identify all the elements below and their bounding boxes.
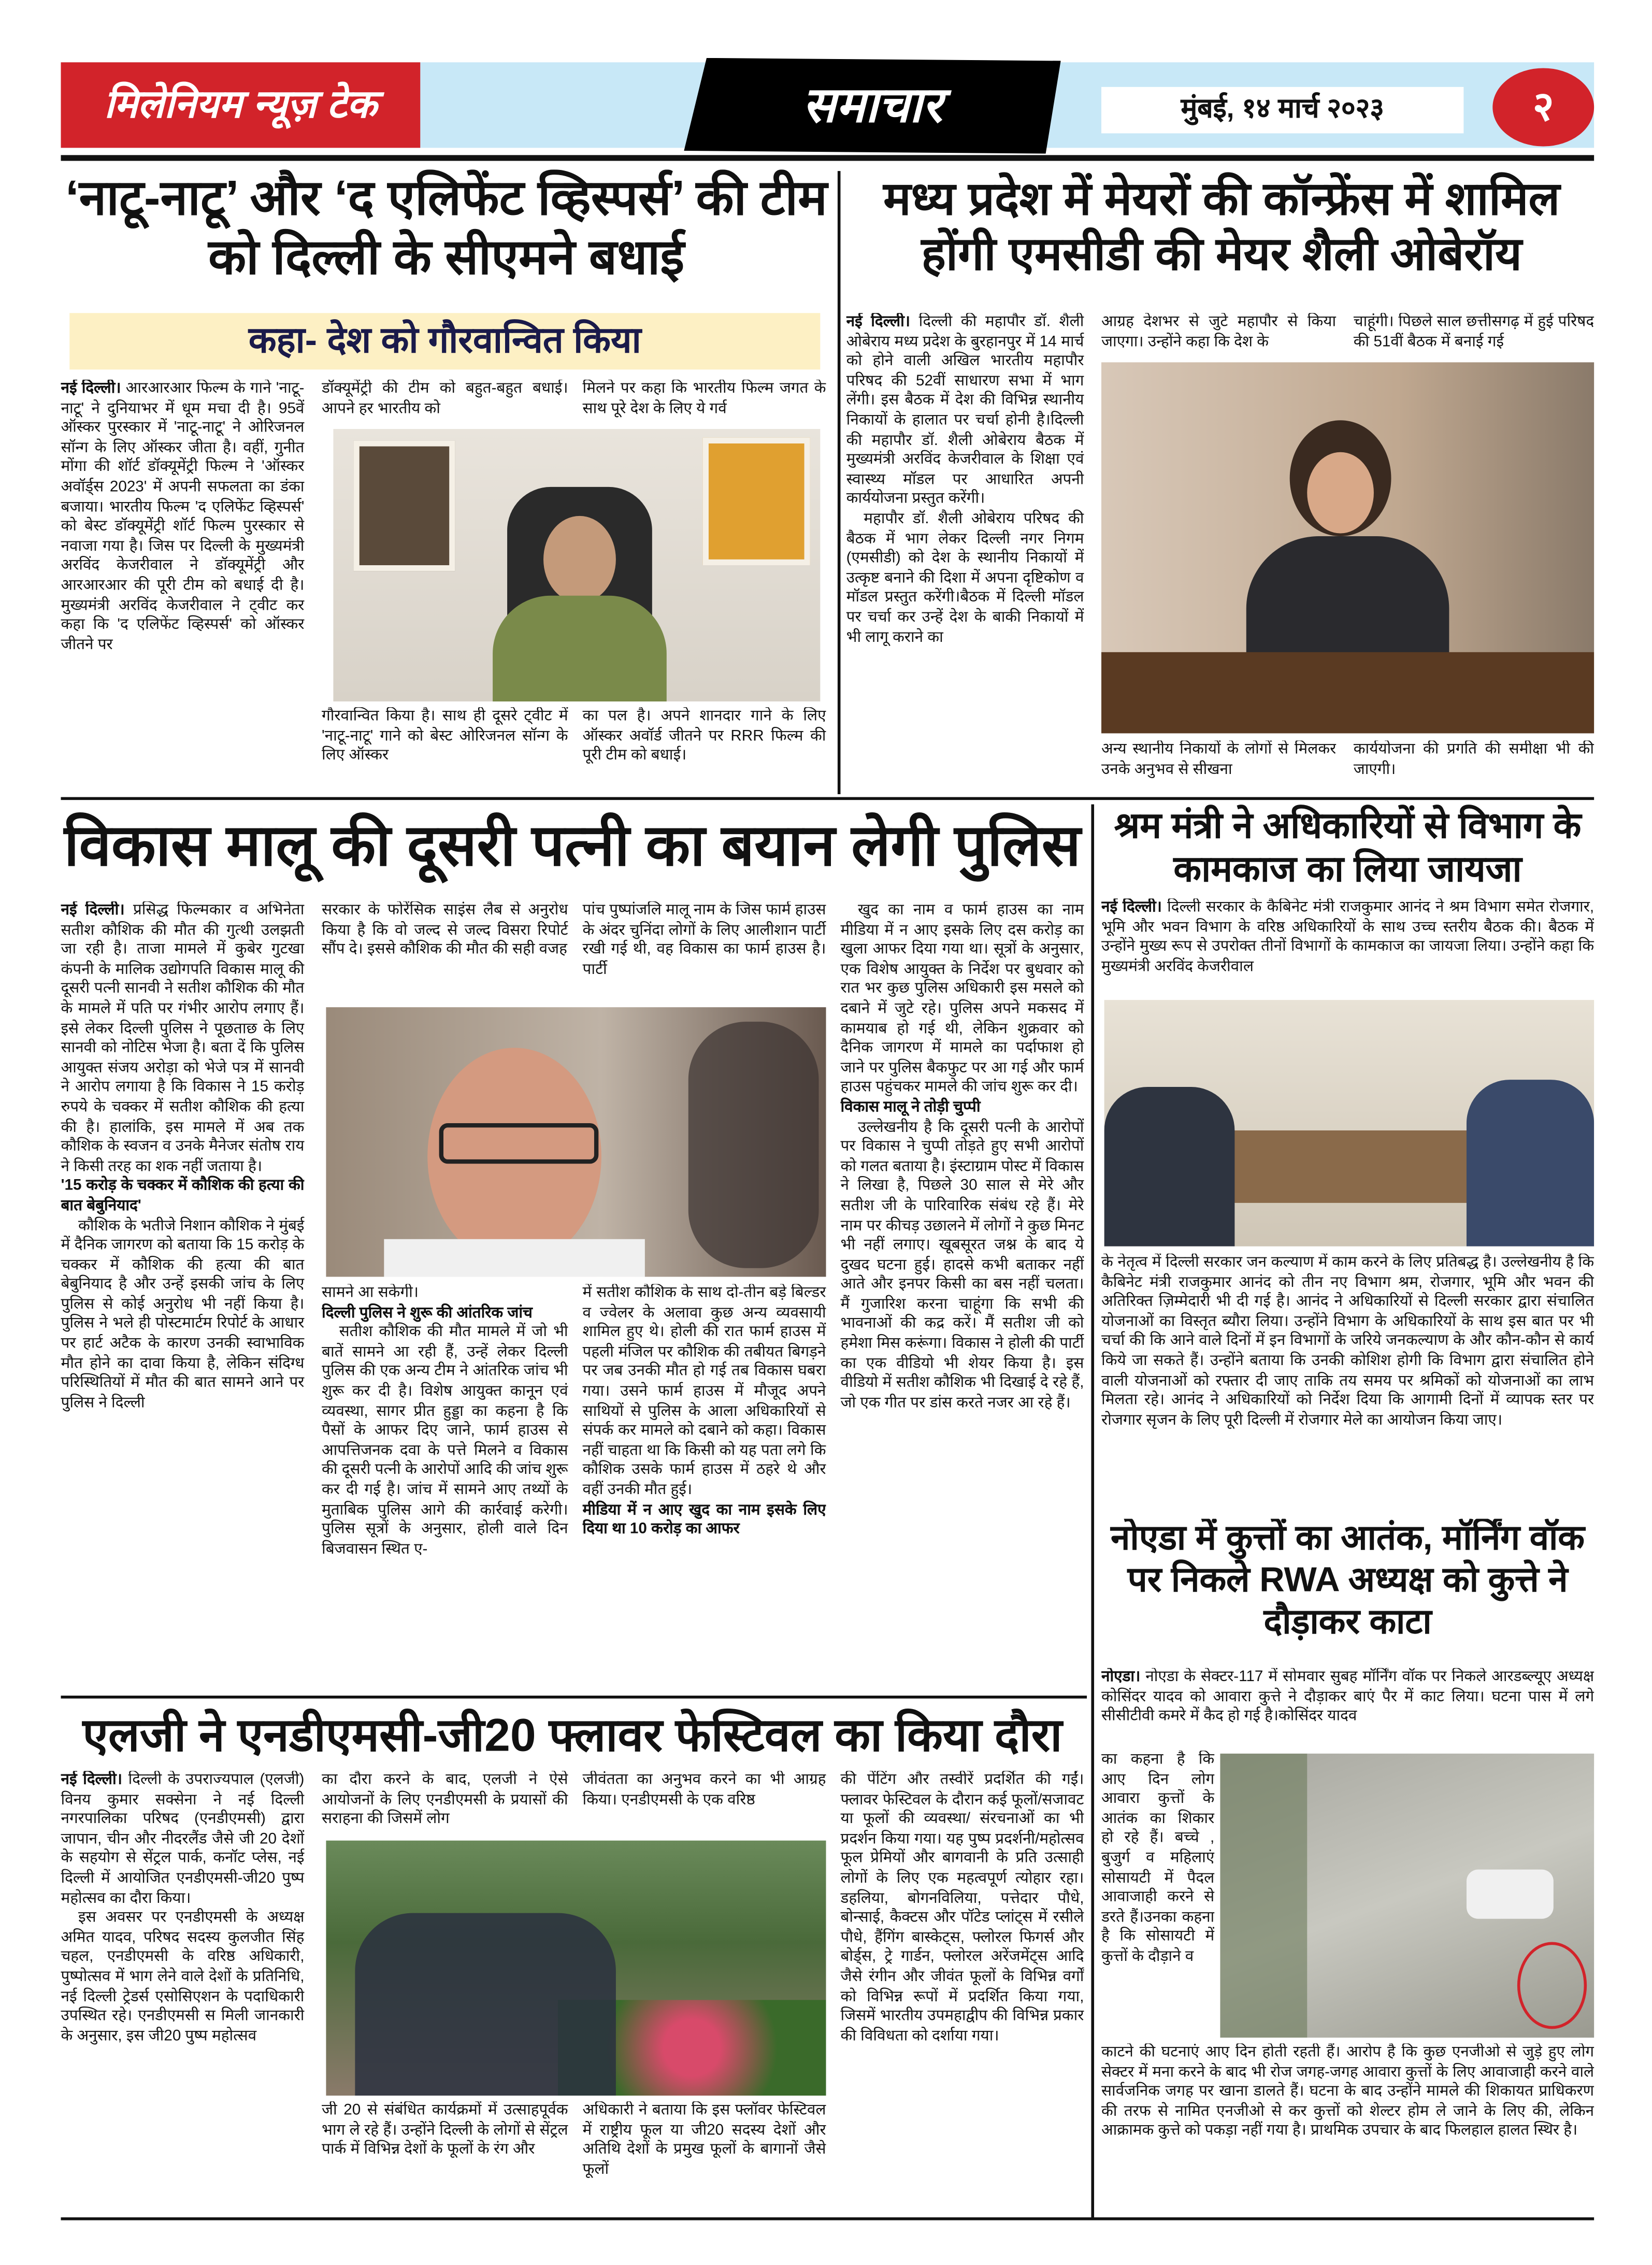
subheading: विकास मालू ने तोड़ी चुप्पी (840, 1098, 981, 1116)
section-rule (61, 797, 1594, 799)
article-column: का कहना है कि आए दिन लोग आवारा कुत्तों के आतंक का शिकार हो रहे हैं। बच्चे , बुजुर्ग व महिलाएं सोसायटी में पैदल आवाजाही करने से डरते हैं।उनका कहना है कि सोसायटी में कुत्तों के दौड़ाने व (1101, 1751, 1215, 1966)
article-column (61, 1771, 304, 2211)
article-column: मिलने पर कहा कि भारतीय फिल्म जगत के साथ पूरे देश के लिए ये गर्व (582, 379, 826, 417)
subheading: मीडिया में न आए खुद का नाम इसके लिए दिया था 10 करोड़ का आफर (582, 1500, 826, 1538)
article-headline-oscar: ‘नाटू-नाटू’ और ‘द एलिफेंट व्हिस्पर्स’ की टीम को दिल्ली के सीएमने बधाई (65, 171, 828, 285)
group-of-officials (355, 1913, 616, 2096)
article-column (846, 313, 1084, 791)
page-number: २ (1492, 68, 1594, 146)
subheading: '15 करोड़ के चक्कर में कौशिक की हत्या की बात बेबुनियाद' (61, 1177, 305, 1214)
section-title: समाचार (802, 78, 942, 134)
article-column: गौरवान्वित किया है। साथ ही दूसरे ट्वीट में 'नाटू-नाटू' गाने को बेस्ट ओरिजनल सॉन्ग के लिए ऑस्कर (322, 707, 568, 764)
article-subhead-oscar: कहा- देश को गौरवान्वित किया (69, 313, 820, 369)
article-column (322, 1284, 568, 1689)
article-column (61, 901, 304, 1690)
body-text: इस अवसर पर एनडीएमसी के अध्यक्ष अमित यादव, परिषद सदस्य कुलजीत सिंह चहल, एनडीएमसी के वरिष्ठ अधिकारी, पुष्पोत्सव में भाग लेने वाले देशों के प्रतिनिधि, नई दिल्ली ट्रेडर्स एसोसिएशन के पदाधिकारी उपस्थित रहे। एनडीएमसी स मिली जानकारी के अनुसार, इस जी20 पुष्प महोत्सव (61, 1909, 305, 2045)
body-text: महापौर डॉ. शैली ओबेराय परिषद की बैठक में भाग लेकर दिल्ली नगर निगम (एमसीडी) को देश के स्थानीय निकायों में उत्कृष्ट बनाने की दिशा में अपना दृष्टिकोण व मॉडल प्रस्तुत करेंगी।बैठक में दिल्ली मॉडल पर चर्चा कर उन्हें देश के बाकी निकायों में भी लागू कराने का (846, 510, 1084, 646)
article-column: पांच पुष्पांजलि मालू नाम के जिस फार्म हाउस के अंदर चुनिंदा लोगों के लिए आलीशान पार्टी रखी गई थी, वह विकास का फार्म हाउस है। पार्टी (582, 901, 826, 978)
desk (1101, 652, 1594, 734)
body-text: दिल्ली सरकार के कैबिनेट मंत्री राजकुमार आनंद ने श्रम विभाग समेत रोजगार, भूमि और भवन विभाग के वरिष्ठ अधिकारियों के साथ उच्च स्तरीय बैठक की। बैठक में उन्होंने मुख्य रूप से उपरोक्त तीनों विभागों के कामकाज का जायजा लिया। उन्होंने कहा कि मुख्यमंत्री अरविंद केजरीवाल (1101, 898, 1594, 976)
article-column: जी 20 से संबंधित कार्यक्रमों में उत्साहपूर्वक भाग ले रहे हैं। उन्होंने दिल्ली के लोगों से सेंट्रल पार्क में विभिन्न देशों के फूलों के रंग और (322, 2101, 568, 2158)
article-column (1101, 1668, 1594, 1750)
photo-labour-meeting (1104, 1000, 1594, 1246)
article-column: का दौरा करने के बाद, एलजी ने ऐसे आयोजनों के लिए एनडीएमसी के प्रयासों की सराहना की जिसमें लोग (322, 1771, 568, 1828)
article-headline-labour: श्रम मंत्री ने अधिकारियों से विभाग के कामकाज का लिया जायजा (1114, 806, 1582, 890)
person-body (384, 1239, 645, 1277)
dateline: नई दिल्ली। (1101, 898, 1162, 916)
dateline: नई दिल्ली। (846, 313, 911, 331)
glasses (439, 1123, 599, 1164)
footer-rule (61, 2217, 1594, 2219)
body-text: आरआरआर फिल्म के गाने 'नाटू-नाटू' ने दुनियाभर में धूम मचा दी है। 95वें ऑस्कर पुरस्कार में 'नाटू-नाटू' ने ओरिजनल सॉन्ग के लिए ऑस्कर जीता है। वहीं, गुनीत मोंगा की शॉर्ट डॉक्यूमेंट्री फिल्म ने 'ऑस्कर अवॉर्ड्स 2023' में अपनी सफलता का डंका बजाया। भारतीय फिल्म 'द एलिफेंट व्हिस्पर्स' को बेस्ट डॉक्यूमेंट्री शॉर्ट फिल्म पुरस्कार से नवाजा गया है। जिस पर दिल्ली के मुख्यमंत्री अरविंद केजरीवाल ने डॉक्यूमेंट्री और आरआरआर की पूरी टीम को बधाई दी है। मुख्यमंत्री अरविंद केजरीवाल ने ट्वीट कर कहा कि 'द एलिफेंट व्हिस्पर्स' को ऑस्कर जीतने पर (61, 379, 305, 653)
dateline: नई दिल्ली। (61, 1771, 122, 1788)
masthead-brand: मिलेनियम न्यूज़ टेक (61, 62, 420, 148)
issue-date: मुंबई, १४ मार्च २०२३ (1101, 87, 1463, 134)
photo-caption: कार्ययोजना की प्रगति की समीक्षा भी की जाएगी। (1353, 740, 1594, 778)
body-text: दिल्ली की महापौर डॉ. शैली ओबेराय मध्य प्रदेश के बुरहानपुर में 14 मार्च को होने वाली अखिल भारतीय महापौर परिषद की 52वीं साधारण सभा में भाग लेंगी। इस बैठक में देश की विभिन्न स्थानीय निकायों के हालात पर चर्चा होनी है।दिल्ली की महापौर डॉ. शैली ओबेराय बैठक में मुख्यमंत्री अरविंद केजरीवाल के शिक्षा एवं स्वास्थ्य मॉडल पर आधारित अपनी कार्ययोजना प्रस्तुत करेंगी। (846, 313, 1084, 508)
portrait-frame-right (703, 438, 810, 565)
parked-car (1467, 1870, 1554, 1919)
body-text: दिल्ली के उपराज्यपाल (एलजी) विनय कुमार सक्सेना ने नई दिल्ली नगरपालिका परिषद (एनडीएमसी) द्वारा जापान, चीन और नीदरलैंड जैसे जी 20 देशों के सहयोग से सेंट्रल पार्क, कनॉट प्लेस, नई दिल्ली में आयोजित एनडीएमसी-जी20 पुष्प महोत्सव का दौरा किया। (61, 1771, 305, 1907)
article-column: काटने की घटनाएं आए दिन होती रहती हैं। आरोप है कि कुछ एनजीओ से जुड़े हुए लोग सेक्टर में मना करने के बाद भी रोज जगह-जगह आवारा कुत्तों के लिए आवाजाही करने वाले सार्वजनिक जगह पर खाना डालते हैं। घटना के बाद उन्होंने मामले की शिकायत प्राधिकरण की तरफ से नामित एनजीओ से कर कुत्तों को शेल्टर होम ले जाने के लिए की, लेकिन आक्रामक कुत्ते को पकड़ा नहीं गया है। प्राथमिक उपचार के बाद फिलहाल हालत स्थिर है। (1101, 2043, 1594, 2140)
article-column: की पेंटिंग और तस्वीरें प्रदर्शित की गईं। फ्लावर फेस्टिवल के दौरान कई फूलों/सजावट या फूलों की व्यवस्था/ संरचनाओं का भी प्रदर्शन किया गया। यह पुष्प प्रदर्शनी/महोत्सव फूल प्रेमियों और बागवानी के प्रति उत्साही लोगों के लिए एक महत्वपूर्ण त्योहार रहा। डहलिया, बोगनविलिया, पत्तेदार पौधे, बोन्साई, कैक्टस और पॉटेड प्लांट्स में रसीले पौधे, हैंगिंग बास्केट्स, फ्लोरल फिगर्स और बोर्ड्स, ट्रे गार्डन, फ्लोरल अरेंजमेंट्स आदि जैसे रंगीन और जीवंत फूलों के विभिन्न वर्गों को विभिन्न रूपों में प्रदर्शित किया गया, जिसमें भारतीय उपमहाद्वीप की विभिन्न प्रकार की विविधता को दर्शाया गया। (840, 1771, 1084, 2045)
photo-kejriwal-press (333, 429, 820, 701)
section-rule (61, 1696, 1087, 1698)
article-column: के नेतृत्व में दिल्ली सरकार जन कल्याण में काम करने के लिए प्रतिबद्ध है। उल्लेखनीय है कि कैबिनेट मंत्री राजकुमार आनंद को तीन नए विभाग श्रम, रोजगार, भूमि और भवन की अतिरिक्त ज़िम्मेदारी भी दी गई है। आनंद ने अधिकारियों से दिल्ली सरकार द्वारा संचालित योजनाओं का विस्तृत ब्यौरा लिया। उन्होंने विभाग के अधिकारियों के साथ इस बात पर भी चर्चा की कि आने वाले दिनों में इन विभागों के जरिये जनकल्याण के और कौन-कौन से कार्य किये जा सकते हैं। उन्होंने बताया कि उनकी कोशिश होगी कि विभाग द्वारा संचालित होने वाली योजनाओं को रफ्तार दी जाए ताकि तय समय पर श्रमिकों को योजनाओं का लाभ मिलता रहे। आनंद ने अधिकारियों को निर्देश दिया कि आगामी दिनों में व्यापक स्तर पर रोजगार सृजन के लिए पूरी दिल्ली में रोजगार मेले का आयोजन किया जाए। (1101, 1253, 1594, 1429)
article-column: डॉक्यूमेंट्री की टीम को बहुत-बहुत बधाई। आपने हर भारतीय को (322, 379, 568, 417)
person-face (1307, 452, 1374, 534)
article-column: चाहूंगी। पिछले साल छत्तीसगढ़ में हुई परिषद की 51वीं बैठक में बनाई गई (1353, 313, 1594, 350)
article-column (583, 1284, 826, 1689)
body-text: नोएडा के सेक्टर-117 में सोमवार सुबह मॉर्निंग वॉक पर निकले आरडब्ल्यूए अध्यक्ष कोसिंदर यादव को आवारा कुत्ते ने दौड़ाकर बाएं पैर में काट लिया। घटना पास में लगे सीसीटीवी कमरे में कैद हो गई है।कोसिंदर यादव (1101, 1668, 1594, 1725)
background-portrait (688, 1022, 819, 1268)
person-body (493, 596, 667, 701)
article-column: सरकार के फोरेंसिक साइंस लैब से अनुरोध किया है कि वो जल्द से जल्द विसरा रिपोर्ट सौंप दे। इससे कौशिक की मौत की सही वजह (322, 901, 568, 958)
portrait-frame-left (354, 440, 455, 571)
article-headline-lg-flower: एलजी ने एनडीएमसी-जी20 फ्लावर फेस्टिवल का किया दौरा (82, 1709, 1062, 1761)
article-column (840, 901, 1084, 1690)
article-headline-mayor: मध्य प्रदेश में मेयरों की कॉन्फ्रेंस में शामिल होंगी एमसीडी की मेयर शैली ओबेरॉय (883, 172, 1560, 280)
attendees-left (1104, 1087, 1235, 1246)
body-text: उल्लेखनीय है कि दूसरी पत्नी के आरोपों पर विकास ने चुप्पी तोड़ते हुए सभी आरोपों को गलत बताया है। इंस्टाग्राम पोस्ट में विकास ने लिखा है, पिछले 30 साल से मेरे और सतीश जी के पारिवारिक संबंध रहे हैं। मेरे नाम पर कीचड़ उछालने में लोगों ने कुछ मिनट भी नहीं लगाए। खूबसूरत जश्न के बाद ये दुखद घटना हुई। हादसे कभी बताकर नहीं आते और इनपर किसी का बस नहीं चलता। मैं गुजारिश करना चाहूंगा कि सभी की भावनाओं की कद्र करें। मैं सतीश जी को हमेशा मिस करूंगा। विकास ने होली की पार्टी का एक वीडियो भी शेयर किया है। इस वीडियो में सतीश कौशिक भी दिखाई दे रहे हैं, जो एक गीत पर डांस करते नजर आ रहे हैं। (840, 1118, 1084, 1412)
body-text: सतीश कौशिक की मौत मामले में जो भी बातें सामने आ रही हैं, उन्हें लेकर दिल्ली पुलिस की एक अन्य टीम ने आंतरिक जांच भी शुरू कर दी है। विशेष आयुक्त कानून एवं व्यवस्था, सागर प्रीत हुड्डा का कहना है कि पैसों के आफर दिए जाने, फार्म हाउस से आपत्तिजनक दवा के पत्ते मिलने व विकास की दूसरी पत्नी के आरोपों आदि की जांच शुरू कर दी गई है। जांच में सामने आए तथ्यों के मुताबिक पुलिस आगे की कार्रवाई करेगी। पुलिस सूत्रों के अनुसार, होली वाले दिन बिजवासन स्थित ए- (322, 1323, 568, 1558)
photo-mayor-office (1101, 362, 1594, 733)
body-text: में सतीश कौशिक के साथ दो-तीन बड़े बिल्डर व ज्वेलर के अलावा कुछ अन्य व्यवसायी शामिल हुए थे। होली की रात फार्म हाउस में पहली मंजिल पर कौशिक की तबीयत बिगड़ने पर जब उनकी मौत हो गई तब विकास घबरा गया। उसने फार्म हाउस में मौजूद अपने साथियों से पुलिस के आला अधिकारियों से संपर्क कर मामले को दबाने को कहा। विकास नहीं चाहता था कि किसी को यह पता लगे कि कौशिक उसके फार्म हाउस में ठहरे थे और वहीं उनकी मौत हुई। (582, 1284, 826, 1499)
article-headline-malu: विकास मालू की दूसरी पत्नी का बयान लेगी पुलिस (64, 814, 1081, 879)
column-divider (1091, 805, 1093, 2217)
subheading: दिल्ली पुलिस ने शुरू की आंतरिक जांच (322, 1303, 533, 1322)
article-headline-noida-dogs: नोएडा में कुत्तों का आतंक, मॉर्निंग वॉक पर निकले RWA अध्यक्ष को कुत्ते ने दौड़ाकर काटा (1111, 1518, 1585, 1642)
dateline: नई दिल्ली। (61, 901, 125, 919)
body-text: खुद का नाम व फार्म हाउस का नाम मीडिया में न आए इसके लिए दस करोड़ का खुला आफर दिया गया था। सूत्रों के अनुसार, एक विशेष आयुक्त के निर्देश पर बुधवार को रात भर कुछ पुलिस अधिकारी इस मसले को दबाने में जुटे रहे। पुलिस अपने मकसद में कामयाब हो गई थी, लेकिन शुक्रवार को दैनिक जागरण में मामले का पर्दाफाश हो जाने पर पुलिस बैकफुट पर आ गई और फार्म हाउस पहुंचकर मामले की जांच शुरू कर दी। (840, 901, 1084, 1096)
header-rule (61, 155, 1594, 161)
person (543, 516, 616, 603)
highlight-circle (1517, 1942, 1587, 2029)
body-text: प्रसिद्ध फिल्मकार व अभिनेता सतीश कौशिक की मौत की गुत्थी उलझती जा रही है। ताजा मामले में कुबेर गुटखा कंपनी के मालिक उद्योगपति विकास मालू की दूसरी पत्नी सानवी ने सतीश कौशिक की मौत के मामले में पति पर गंभीर आरोप लगाए हैं। इसे लेकर दिल्ली पुलिस ने पूछताछ के लिए सानवी को नोटिस भेजा है। बता दें कि पुलिस आयुक्त संजय अरोड़ा को भेजे पत्र में सानवी ने आरोप लगाया है कि विकास ने 15 करोड़ रुपये के चक्कर में सतीश कौशिक की हत्या की है। हालांकि, इस मामले में अब तक कौशिक के स्वजन व उनके मैनेजर संतोष राय ने किसी तरह का शक नहीं जताया है। (61, 901, 305, 1175)
article-column: का पल है। अपने शानदार गाने के लिए ऑस्कर अवॉर्ड जीतने पर RRR फिल्म की पूरी टीम को बधाई। (582, 707, 826, 764)
article-column: अधिकारी ने बताया कि इस फ्लॉवर फेस्टिवल में राष्ट्रीय फूल या जी20 सदस्य देशों और अतिथि देशों के प्रमुख फूलों के बागानों जैसे फूलों (582, 2101, 826, 2178)
photo-satish-kaushik (326, 1007, 826, 1277)
dateline: नई दिल्ली। (61, 379, 121, 397)
dateline: नोएडा। (1101, 1668, 1141, 1686)
attendees-right (1467, 1080, 1594, 1246)
article-column (1101, 898, 1594, 997)
body-text: कौशिक के भतीजे निशान कौशिक ने मुंबई में दैनिक जागरण को बताया कि 15 करोड़ के चक्कर में कौशिक की हत्या की बात बेबुनियाद है और उन्हें इसकी जांच के लिए पुलिस से कोई अनुरोध भी नहीं किया है। पुलिस ने भले ही पोस्टमार्टम रिपोर्ट के आधार पर हार्ट अटैक के कारण उनकी स्वाभाविक मौत होने का दावा किया है, लेकिन संदिग्ध परिस्थितियों में मौत की बात सामने आने पर पुलिस ने दिल्ली (61, 1216, 305, 1412)
photo-cctv-dog-attack (1220, 1754, 1594, 2038)
body-text: सामने आ सकेगी। (322, 1284, 419, 1302)
article-column (61, 380, 304, 791)
trees (1220, 1754, 1307, 2038)
photo-caption: अन्य स्थानीय निकायों के लोगों से मिलकर उनके अनुभव से सीखना (1101, 740, 1337, 778)
column-divider (838, 171, 840, 794)
article-column: आग्रह देशभर से जुटे महापौर से किया जाएगा। उन्होंने कहा कि देश के (1101, 313, 1337, 350)
article-column: जीवंतता का अनुभव करने का भी आग्रह किया। एनडीएमसी के एक वरिष्ठ (582, 1771, 826, 1809)
photo-flower-festival (326, 1841, 826, 2096)
